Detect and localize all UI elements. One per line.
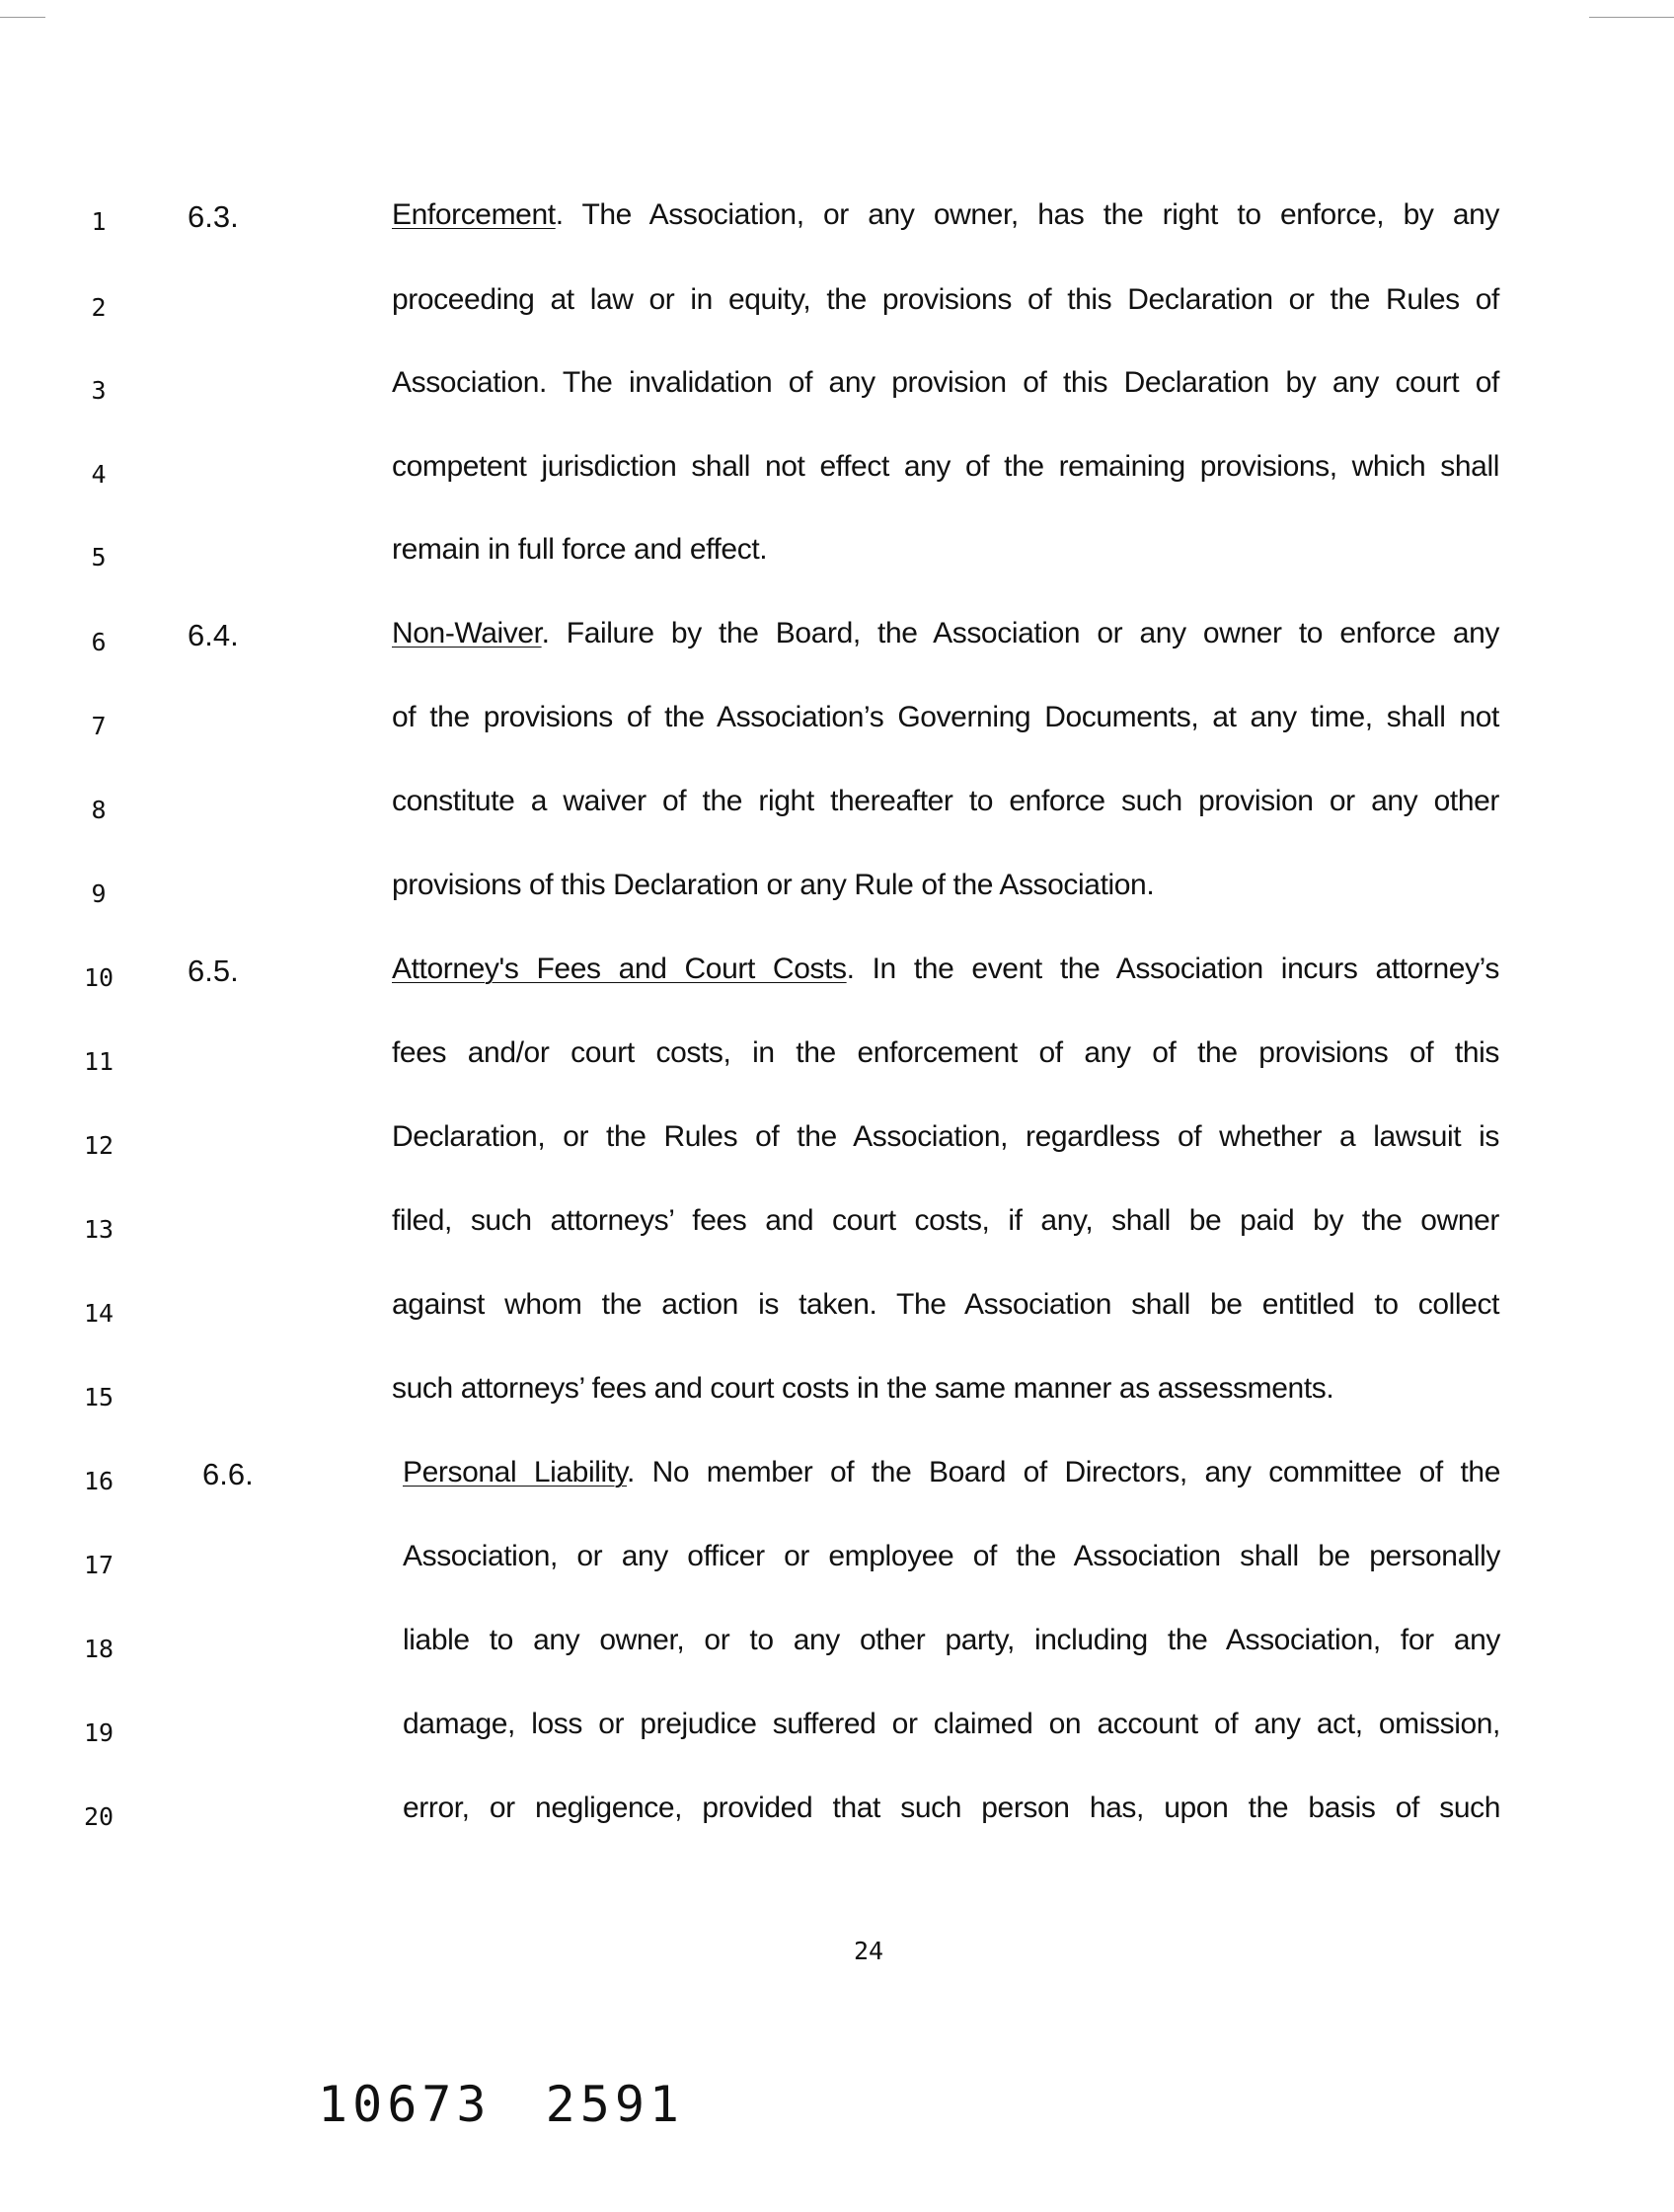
paragraph-line (392, 952, 1499, 987)
line-number: 7 (91, 712, 107, 740)
line-number: 5 (91, 543, 107, 572)
section-text: . In the event the Association incurs attorney’s (846, 953, 1499, 985)
page-number: 24 (853, 1937, 884, 1965)
paragraph-line (392, 616, 1499, 651)
section-heading: Non-Waiver (392, 617, 542, 649)
line-number: 9 (91, 879, 107, 908)
line-number: 17 (83, 1551, 114, 1579)
line-number: 16 (83, 1467, 114, 1495)
paragraph-line: error, or negligence, provided that such person has, upon the basis of such (403, 1792, 1500, 1824)
line-number: 12 (83, 1131, 114, 1160)
line-number: 15 (83, 1383, 114, 1411)
line-number: 6 (91, 628, 107, 656)
scan-edge-mark-left (0, 17, 45, 18)
paragraph-line: damage, loss or prejudice suffered or claimed on account of any act, omission, (403, 1708, 1500, 1740)
paragraph-line: of the provisions of the Association’s Governing Documents, at any time, shall not (392, 701, 1499, 733)
paragraph-line: remain in full force and effect. (392, 533, 768, 566)
line-number: 20 (83, 1802, 114, 1831)
paragraph-line: provisions of this Declaration or any Rule of the Association. (392, 869, 1155, 901)
paragraph-line: Declaration, or the Rules of the Association, regardless of whether a lawsuit is (392, 1120, 1499, 1153)
paragraph-line (392, 197, 1499, 233)
section-heading: Personal Liability (403, 1456, 628, 1488)
line-number: 14 (83, 1299, 114, 1328)
section-text: . The Association, or any owner, has the right to enforce, by any (555, 198, 1499, 231)
section-number: 6.5. (188, 953, 239, 988)
line-number: 18 (83, 1635, 114, 1663)
recording-stamp: 10673 2591 (318, 2076, 685, 2133)
paragraph-line (403, 1455, 1500, 1490)
line-number: 8 (91, 796, 107, 824)
paragraph-line: such attorneys’ fees and court costs in the same manner as assessments. (392, 1372, 1334, 1405)
paragraph-line: fees and/or court costs, in the enforcement of any of the provisions of this (392, 1036, 1499, 1069)
section-number: 6.6. (202, 1457, 254, 1491)
section-number: 6.3. (188, 199, 239, 234)
paragraph-line: liable to any owner, or to any other party, including the Association, for any (403, 1624, 1500, 1656)
section-text: . No member of the Board of Directors, any committee of the (627, 1456, 1500, 1488)
paragraph-line: filed, such attorneys’ fees and court costs, if any, shall be paid by the owner (392, 1204, 1499, 1237)
line-number: 3 (91, 376, 107, 405)
line-number: 13 (83, 1215, 114, 1244)
line-number: 2 (91, 293, 107, 322)
section-number: 6.4. (188, 618, 239, 652)
paragraph-line: proceeding at law or in equity, the provisions of this Declaration or the Rules of (392, 283, 1499, 316)
line-number: 10 (83, 963, 114, 992)
line-number: 4 (91, 460, 107, 489)
section-heading: Enforcement (392, 198, 556, 231)
scan-edge-mark-right (1589, 17, 1674, 18)
section-text: . Failure by the Board, the Association or any owner to enforce any (541, 617, 1499, 649)
line-number: 11 (83, 1047, 114, 1076)
line-number: 1 (91, 207, 107, 236)
paragraph-line: constitute a waiver of the right thereafter to enforce such provision or any other (392, 785, 1499, 817)
section-heading: Attorney's Fees and Court Costs (392, 953, 847, 985)
paragraph-line: Association, or any officer or employee of the Association shall be personally (403, 1540, 1500, 1572)
line-number: 19 (83, 1718, 114, 1747)
paragraph-line: Association. The invalidation of any provision of this Declaration by any court of (392, 366, 1499, 399)
paragraph-line: against whom the action is taken. The Association shall be entitled to collect (392, 1288, 1499, 1321)
paragraph-line: competent jurisdiction shall not effect any of the remaining provisions, which shall (392, 450, 1499, 483)
